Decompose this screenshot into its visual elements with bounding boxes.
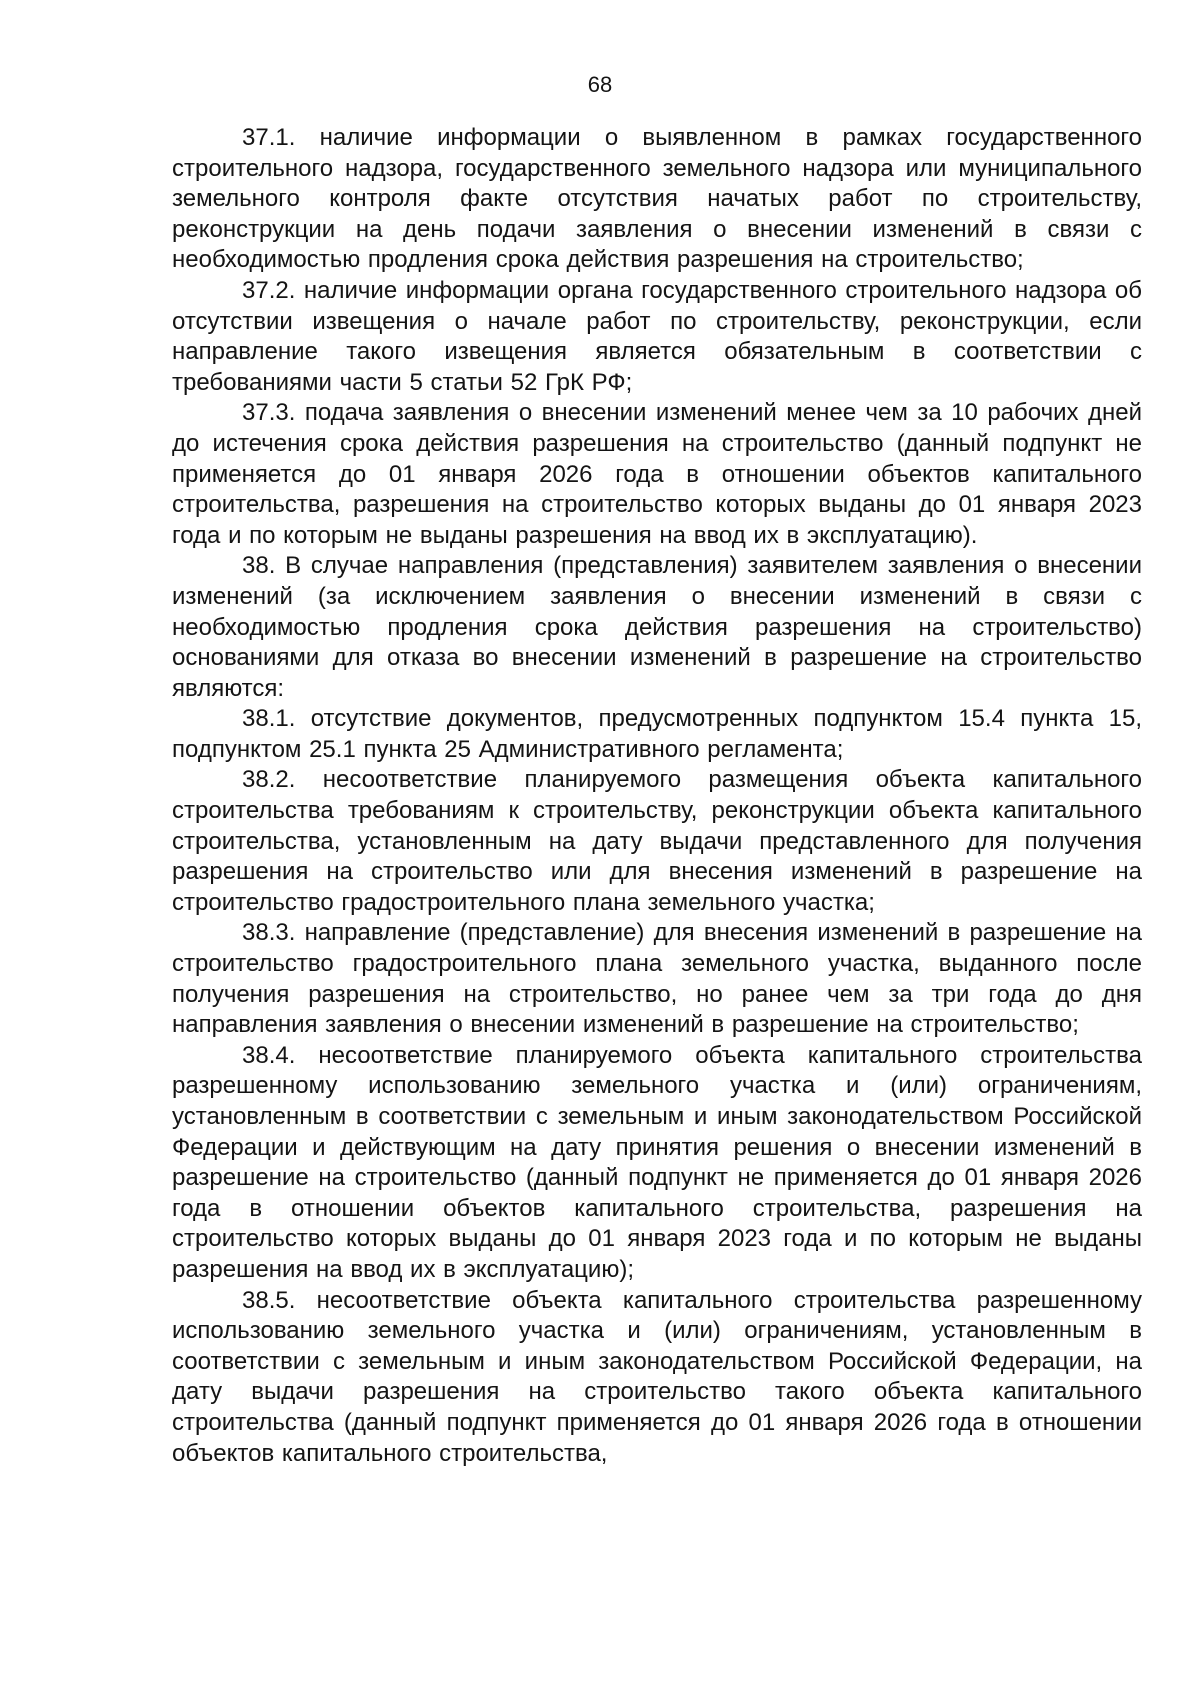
paragraph-38-3: 38.3. направление (представление) для внесения изменений в разрешение на строительство градостроительного плана земельного участка, выданного после получения разрешения на строительство, но ранее чем за три года до дня направления заявления о внесении изменений в разрешение на строительство; <box>172 919 1142 1039</box>
paragraph-38-1: 38.1. отсутствие документов, предусмотренных подпунктом 15.4 пункта 15, подпунктом 25.1 пункта 25 Административного регламента; <box>172 705 1142 763</box>
paragraph-38-4: 38.4. несоответствие планируемого объекта капитального строительства разрешенному использованию земельного участка и (или) ограничениям, установленным в соответствии с земельным и иным законодательством Российской Федерации и действующим на дату принятия решения о внесении изменений в разрешение на строительство (данный подпункт не применяется до 01 января 2026 года в отношении объектов капитального строительства, разрешения на строительство которых выданы до 01 января 2023 года и по которым не выданы разрешения на ввод их в эксплуатацию); <box>172 1041 1142 1283</box>
paragraph-38-5: 38.5. несоответствие объекта капитального строительства разрешенному использованию земельного участка и (или) ограничениям, установленным в соответствии с земельным и иным законодательством Российской Федерации, на дату выдачи разрешения на строительство такого объекта капитального строительства (данный подпункт применяется до 01 января 2026 года в отношении объектов капитального строительства, <box>172 1286 1142 1467</box>
paragraph-37-2: 37.2. наличие информации органа государственного строительного надзора об отсутствии извещения о начале работ по строительству, реконструкции, если направление такого извещения является обязательным в соответствии с требованиями части 5 статьи 52 ГрК РФ; <box>172 276 1142 396</box>
paragraph-38: 38. В случае направления (представления) заявителем заявления о внесении изменений (за исключением заявления о внесении изменений в связи с необходимостью продления срока действия разрешения на строительство) основаниями для отказа во внесении изменений в разрешение на строительство являются: <box>172 552 1142 702</box>
paragraph-37-1: 37.1. наличие информации о выявленном в рамках государственного строительного надзора, государственного земельного надзора или муниципального земельного контроля факте отсутствия начатых работ по строительству, реконструкции на день подачи заявления о внесении изменений в связи с необходимостью продления срока действия разрешения на строительство; <box>172 124 1142 274</box>
document-body <box>172 123 1142 1469</box>
page-number: 68 <box>587 72 613 97</box>
paragraph-37-3: 37.3. подача заявления о внесении изменений менее чем за 10 рабочих дней до истечения срока действия разрешения на строительство (данный подпункт не применяется до 01 января 2026 года в отношении объектов капитального строительства, разрешения на строительство которых выданы до 01 января 2023 года и по которым не выданы разрешения на ввод их в эксплуатацию). <box>172 399 1142 549</box>
paragraph-38-2: 38.2. несоответствие планируемого размещения объекта капитального строительства требованиям к строительству, реконструкции объекта капитального строительства, установленным на дату выдачи представленного для получения разрешения на строительство или для внесения изменений в разрешение на строительство градостроительного плана земельного участка; <box>172 766 1142 916</box>
